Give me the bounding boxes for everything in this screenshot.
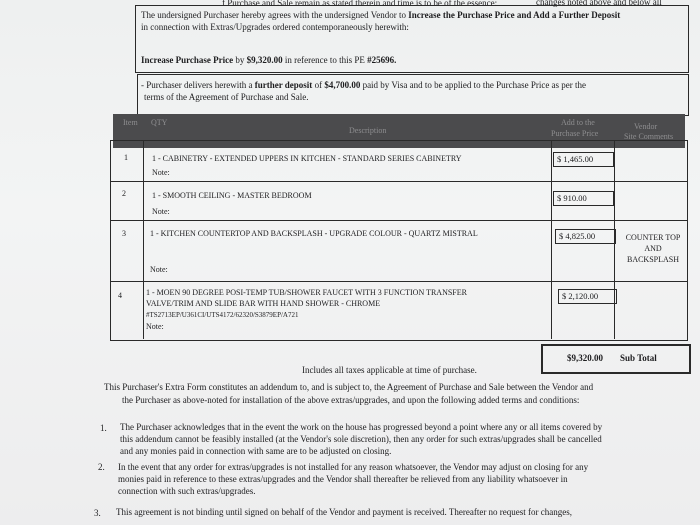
addendum-line1: This Purchaser's Extra Form constitutes an addendum to, and is subject to, the Agreement of Purchase and Sale between the Vendor and bbox=[104, 382, 594, 392]
increase-price-ref: in reference to this PE bbox=[282, 55, 368, 65]
condition-1-line3: and any monies paid in connection with same are to be adjusted on closing. bbox=[120, 446, 392, 456]
condition-1-number: 1. bbox=[100, 423, 107, 433]
amendment-line1 bbox=[141, 10, 620, 21]
taxes-note: Includes all taxes applicable at time of purchase. bbox=[302, 365, 477, 375]
row3-description: 1 - KITCHEN COUNTERTOP AND BACKSPLASH - UPGRADE COLOUR - QUARTZ MISTRAL bbox=[150, 229, 478, 238]
row3-note: Note: bbox=[150, 265, 168, 274]
condition-1-line1: The Purchaser acknowledges that in the event the work on the house has progressed beyond a point where any or all items covered by bbox=[120, 422, 603, 432]
row4-price: $ 2,120.00 bbox=[562, 291, 599, 301]
top-fragment-left: f Purchase and Sale remain as stated therein and time is to be of the essence: bbox=[222, 0, 498, 8]
condition-2-line1: In the event that any order for extras/upgrades is not installed for any reason whatsoever, the Vendor may adjust on closing for any bbox=[118, 462, 589, 472]
row2-note: Note: bbox=[152, 207, 170, 216]
condition-3-line1: This agreement is not binding until signed on behalf of the Vendor and payment is received. Thereafter no request for changes, bbox=[116, 507, 573, 517]
row3-price-box bbox=[555, 229, 616, 244]
increase-price-by: by bbox=[233, 55, 247, 65]
increase-price-amount: $9,320.00 bbox=[246, 55, 283, 65]
pe-number: #25696. bbox=[367, 55, 397, 65]
top-fragment-right: changes noted above and below all bbox=[536, 0, 662, 7]
row3-comment-line3: BACKSPLASH bbox=[626, 255, 679, 264]
header-description: Description bbox=[349, 126, 387, 135]
header-qty: QTY bbox=[151, 118, 168, 127]
condition-2-number: 2. bbox=[98, 462, 105, 472]
header-vendor-line2: Site Comments bbox=[624, 132, 674, 141]
row4-description-line1: 1 - MOEN 90 DEGREE POSI-TEMP TUB/SHOWER FAUCET WITH 3 FUNCTION TRANSFER bbox=[146, 288, 467, 297]
deposit-line1-mid: of bbox=[312, 80, 325, 90]
condition-1-line2: this addendum cannot be feasibly installed (at the Vendor's sole discretion), then any order for such extras/upgrades shall be cancelled bbox=[120, 434, 602, 444]
header-price-line1: Add to the bbox=[561, 118, 595, 127]
deposit-line1-bold: further deposit bbox=[254, 80, 313, 90]
header-item: Item bbox=[123, 118, 138, 127]
row2-item: 2 bbox=[122, 189, 126, 198]
row1-price-box bbox=[553, 152, 614, 167]
row1-note: Note: bbox=[152, 168, 170, 177]
row3-item: 3 bbox=[122, 229, 126, 238]
row4-note: Note: bbox=[146, 322, 164, 331]
row2-price-box bbox=[553, 191, 614, 206]
condition-2-line3: connection with such extras/upgrades. bbox=[118, 486, 256, 496]
header-vendor-line1: Vendor bbox=[634, 122, 658, 131]
row2-price: $ 910.00 bbox=[557, 193, 587, 203]
increase-price-line bbox=[141, 55, 396, 66]
amendment-line1-bold: Increase the Purchase Price and Add a Further Deposit bbox=[408, 10, 621, 20]
row3-comment-line2: AND bbox=[644, 244, 662, 253]
deposit-line1-prefix: - Purchaser delivers herewith a bbox=[141, 80, 255, 90]
row3-comment-line1: COUNTER TOP bbox=[625, 233, 681, 242]
row2-description: 1 - SMOOTH CEILING - MASTER BEDROOM bbox=[152, 191, 312, 200]
row4-description-line2: VALVE/TRIM AND SLIDE BAR WITH HAND SHOWER - CHROME bbox=[146, 299, 381, 308]
amendment-line1-text: The undersigned Purchaser hereby agrees with the undersigned Vendor to bbox=[141, 10, 409, 20]
subtotal-amount: $9,320.00 bbox=[567, 353, 603, 363]
row1-price: $ 1,465.00 bbox=[557, 154, 594, 164]
increase-price-label: Increase Purchase Price bbox=[141, 55, 234, 65]
subtotal-label: Sub Total bbox=[620, 353, 657, 363]
deposit-amount: $4,700.00 bbox=[324, 80, 361, 90]
row4-price-box bbox=[558, 289, 617, 304]
deposit-line1 bbox=[141, 80, 586, 91]
addendum-line2: the Purchaser as above-noted for installation of the above extras/upgrades, and upon the following added terms and conditions: bbox=[122, 395, 580, 405]
condition-2-line2: monies paid in reference to these extras/upgrades and the Vendor shall thereafter be relieved from any liability whatsoever in bbox=[118, 474, 568, 484]
row4-description-line3: #TS2713EP/U361CI/UTS4172/62320/S3879EP/A721 bbox=[146, 311, 299, 319]
header-price-line2: Purchase Price bbox=[551, 129, 599, 138]
row3-price: $ 4,825.00 bbox=[559, 231, 596, 241]
amendment-line2: in connection with Extras/Upgrades ordered contemporaneously herewith: bbox=[141, 22, 409, 32]
deposit-line1-suffix: paid by Visa and to be applied to the Purchase Price as per the bbox=[360, 80, 587, 90]
condition-3-number: 3. bbox=[94, 508, 101, 518]
row1-item: 1 bbox=[124, 153, 128, 162]
row4-item: 4 bbox=[118, 291, 122, 300]
deposit-line2: terms of the Agreement of Purchase and Sale. bbox=[144, 92, 309, 102]
row1-description: 1 - CABINETRY - EXTENDED UPPERS IN KITCHEN - STANDARD SERIES CABINETRY bbox=[152, 154, 462, 163]
subtotal-box bbox=[541, 344, 691, 374]
